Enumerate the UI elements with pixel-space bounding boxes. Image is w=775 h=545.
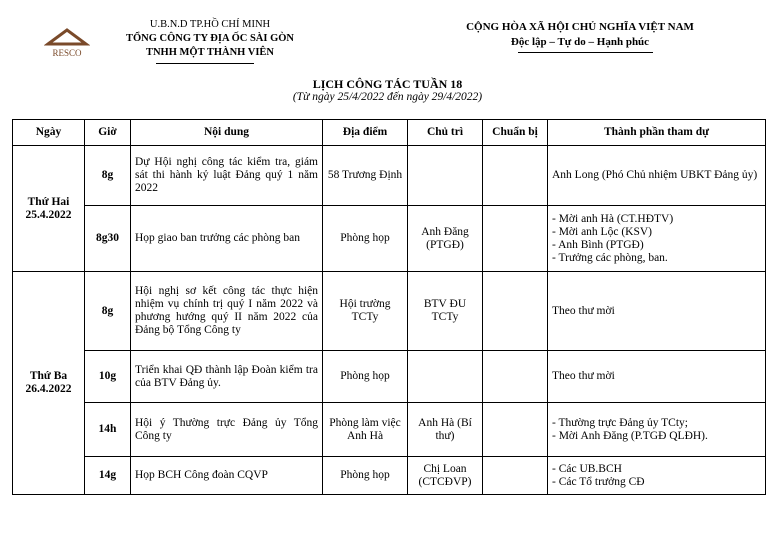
- resco-logo: [44, 26, 90, 60]
- prep-cell: [483, 403, 548, 457]
- header-attendees: Thành phần tham dự: [548, 120, 766, 146]
- content-cell: Họp BCH Công đoàn CQVP: [131, 457, 323, 495]
- time-cell: 14h: [85, 403, 131, 457]
- day-cell: [13, 146, 85, 272]
- prep-cell: [483, 351, 548, 403]
- attendee-item: - Trưởng các phòng, ban.: [552, 251, 668, 264]
- chair-cell: Anh Hà (Bí thư): [408, 403, 483, 457]
- chair-cell: BTV ĐU TCTy: [408, 272, 483, 351]
- org-line-1: U.B.N.D TP.HỒ CHÍ MINH: [149, 19, 271, 30]
- day-date: 26.4.2022: [25, 383, 72, 395]
- national-motto: Độc lập – Tự do – Hạnh phúc: [510, 36, 650, 48]
- header-time: Giờ: [85, 120, 131, 146]
- header-day: Ngày: [13, 120, 85, 146]
- prep-cell: [483, 272, 548, 351]
- header-prep: Chuẩn bị: [483, 120, 548, 146]
- divider-right: [518, 52, 653, 53]
- attendee-item: Theo thư mời: [552, 304, 615, 317]
- day-date: 25.4.2022: [25, 208, 72, 221]
- day-name: Thứ Hai: [27, 195, 70, 208]
- national-title: CỘNG HÒA XÃ HỘI CHỦ NGHĨA VIỆT NAM: [466, 21, 694, 33]
- content-cell: Hội ý Thường trực Đảng ủy Tổng Công ty: [131, 403, 323, 457]
- location-cell: Phòng họp: [323, 457, 408, 495]
- location-cell: Phòng họp: [323, 206, 408, 272]
- chair-cell: Chị Loan (CTCĐVP): [408, 457, 483, 495]
- page-subtitle: (Từ ngày 25/4/2022 đến ngày 29/4/2022): [292, 91, 483, 103]
- attendee-item: - Các UB.BCH: [552, 462, 622, 475]
- attendee-item: - Thường trực Đảng ủy TCty;: [552, 416, 688, 429]
- attendees-cell: [548, 146, 766, 206]
- day-name: Thứ Ba: [29, 370, 68, 382]
- attendee-item: - Các Tổ trưởng CĐ: [552, 475, 645, 488]
- table-row: [13, 206, 766, 272]
- header-content: Nội dung: [131, 120, 323, 146]
- location-cell: Phòng họp: [323, 351, 408, 403]
- location-cell: Hội trường TCTy: [323, 272, 408, 351]
- time-cell: 10g: [85, 351, 131, 403]
- table-header-row: [13, 120, 766, 146]
- chair-cell: [408, 351, 483, 403]
- divider-left: [156, 63, 254, 64]
- content-cell: Triển khai QĐ thành lập Đoàn kiểm tra của BTV Đảng ủy.: [131, 351, 323, 403]
- schedule-table: [12, 119, 766, 495]
- chair-cell: [408, 146, 483, 206]
- attendees-cell: [548, 457, 766, 495]
- content-cell: Dự Hội nghị công tác kiểm tra, giám sát thi hành kỷ luật Đảng quý 1 năm 2022: [131, 146, 323, 206]
- prep-cell: [483, 206, 548, 272]
- time-cell: 8g: [85, 272, 131, 351]
- table-row: [13, 272, 766, 351]
- table-row: [13, 457, 766, 495]
- time-cell: 8g30: [85, 206, 131, 272]
- attendee-item: - Mời anh Lộc (KSV): [552, 225, 652, 238]
- attendee-item: - Mời anh Hà (CT.HĐTV): [552, 212, 674, 225]
- location-cell: Phòng làm việc Anh Hà: [323, 403, 408, 457]
- org-line-3: TNHH MỘT THÀNH VIÊN: [145, 47, 275, 58]
- table-row: [13, 403, 766, 457]
- attendee-item: - Mời Anh Đăng (P.TGĐ QLĐH).: [552, 429, 708, 442]
- time-cell: 8g: [85, 146, 131, 206]
- attendee-item: Theo thư mời: [552, 370, 615, 382]
- prep-cell: [483, 146, 548, 206]
- content-cell: Họp giao ban trưởng các phòng ban: [131, 206, 323, 272]
- table-row: [13, 351, 766, 403]
- header-chair: Chủ trì: [408, 120, 483, 146]
- attendees-cell: [548, 272, 766, 351]
- content-cell: Hội nghị sơ kết công tác thực hiện nhiệm vụ chính trị quý I năm 2022 và phương hướng quý II năm 2022 của Đảng bộ Tổng Công ty: [131, 272, 323, 351]
- page-title: LỊCH CÔNG TÁC TUẦN 18: [312, 77, 463, 91]
- prep-cell: [483, 457, 548, 495]
- attendee-item: - Anh Bình (PTGĐ): [552, 238, 644, 251]
- attendees-cell: [548, 403, 766, 457]
- day-cell: [13, 272, 85, 495]
- attendees-cell: [548, 206, 766, 272]
- header-location: Địa điểm: [323, 120, 408, 146]
- location-cell: 58 Trương Định: [323, 146, 408, 206]
- chair-cell: Anh Đăng (PTGĐ): [408, 206, 483, 272]
- header-right: [445, 20, 715, 50]
- logo-text: RESCO: [52, 48, 82, 58]
- org-line-2: TỔNG CÔNG TY ĐỊA ỐC SÀI GÒN: [125, 33, 295, 44]
- table-row: [13, 146, 766, 206]
- attendee-item: Anh Long (Phó Chủ nhiệm UBKT Đảng ủy): [552, 169, 758, 181]
- time-cell: 14g: [85, 457, 131, 495]
- attendees-cell: [548, 351, 766, 403]
